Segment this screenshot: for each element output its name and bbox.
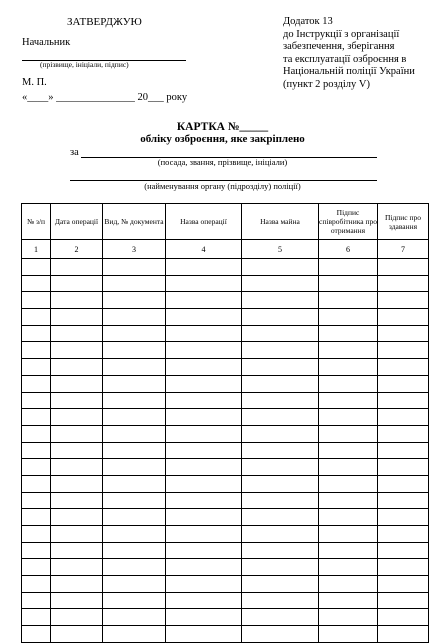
table-cell [22,409,51,426]
table-cell [51,626,103,643]
table-cell [319,292,378,309]
table-cell [103,392,166,409]
table-cell [22,526,51,543]
table-cell [103,576,166,593]
table-cell [242,626,319,643]
table-cell [242,475,319,492]
table-cell [319,559,378,576]
table-cell [22,459,51,476]
table-cell [166,459,242,476]
column-number: 4 [166,240,242,259]
column-number: 7 [378,240,429,259]
table-row [22,259,429,276]
table-cell [319,392,378,409]
table-cell [51,359,103,376]
table-cell [378,459,429,476]
table-cell [319,275,378,292]
table-cell [319,459,378,476]
table-cell [319,425,378,442]
table-cell [22,359,51,376]
table-cell [242,609,319,626]
table-cell [242,409,319,426]
table-cell [319,325,378,342]
table-cell [378,325,429,342]
header-cell: Назва операції [166,204,242,240]
table-cell [378,526,429,543]
table-cell [242,275,319,292]
table-cell [166,475,242,492]
table-cell [22,275,51,292]
table-cell [166,392,242,409]
table-row [22,459,429,476]
approval-date-line: «____» _______________ 20___ року [22,92,188,103]
table-cell [103,526,166,543]
appendix-line: забезпечення, зберігання [283,41,395,53]
table-cell [22,442,51,459]
table-cell [242,542,319,559]
table-row [22,392,429,409]
table-row [22,275,429,292]
column-number: 5 [242,240,319,259]
table-cell [242,509,319,526]
table-cell [103,292,166,309]
table-cell [51,559,103,576]
table-cell [378,359,429,376]
table-cell [242,325,319,342]
table-cell [103,275,166,292]
table-cell [22,509,51,526]
table-cell [51,475,103,492]
table-cell [319,542,378,559]
table-cell [319,259,378,276]
table-cell [103,359,166,376]
table-row [22,559,429,576]
appendix-line: та експлуатації озброєння в [283,53,407,65]
table-row [22,509,429,526]
table-cell [166,259,242,276]
table-cell [378,609,429,626]
column-number: 2 [51,240,103,259]
table-cell [242,259,319,276]
table-cell [166,526,242,543]
table-row [22,526,429,543]
table-cell [51,409,103,426]
table-cell [378,492,429,509]
table-cell [51,275,103,292]
table-cell [51,392,103,409]
table-cell [51,309,103,326]
appendix-line: до Інструкції з організації [283,28,400,40]
table-cell [242,492,319,509]
table-cell [166,509,242,526]
table-cell [51,459,103,476]
signature-caption: (прізвище, ініціали, підпис) [40,60,129,69]
table-cell [103,592,166,609]
table-cell [242,342,319,359]
table-row [22,492,429,509]
table-cell [103,459,166,476]
table-cell [166,442,242,459]
table-cell [103,342,166,359]
table-cell [378,309,429,326]
table-cell [166,409,242,426]
table-cell [319,576,378,593]
table-cell [166,576,242,593]
table-cell [319,342,378,359]
header-cell: Підпис про здавання [378,204,429,240]
table-cell [22,325,51,342]
table-cell [103,509,166,526]
table-cell [319,309,378,326]
table-cell [319,626,378,643]
table-cell [166,375,242,392]
table-cell [103,375,166,392]
table-row [22,359,429,376]
table-cell [242,576,319,593]
table-row [22,475,429,492]
table-cell [51,325,103,342]
table-cell [22,425,51,442]
table-cell [319,359,378,376]
table-cell [378,409,429,426]
table-row [22,309,429,326]
table-cell [22,259,51,276]
table-cell [51,342,103,359]
table-cell [319,442,378,459]
table-cell [22,592,51,609]
table-cell [51,442,103,459]
table-cell [51,576,103,593]
table-cell [51,259,103,276]
table-cell [22,309,51,326]
table-cell [103,492,166,509]
table-cell [242,459,319,476]
table-cell [22,292,51,309]
table-cell [166,626,242,643]
table-cell [103,542,166,559]
table-cell [103,475,166,492]
table-cell [319,526,378,543]
table-row [22,375,429,392]
table-row [22,425,429,442]
table-cell [166,559,242,576]
appendix-line: Національній поліції України [283,66,415,78]
table-cell [378,542,429,559]
table-cell [378,259,429,276]
table-cell [103,325,166,342]
table-cell [22,492,51,509]
table-cell [51,509,103,526]
table-cell [22,626,51,643]
table-cell [378,509,429,526]
header-cell: Вид, № документа [103,204,166,240]
table-cell [319,509,378,526]
table-cell [242,392,319,409]
table-cell [166,542,242,559]
table-cell [166,492,242,509]
table-cell [378,442,429,459]
table-cell [319,492,378,509]
table-cell [103,442,166,459]
table-cell [242,526,319,543]
table-cell [103,626,166,643]
table-cell [378,475,429,492]
column-number: 3 [103,240,166,259]
table-cell [103,409,166,426]
table-cell [378,592,429,609]
table-cell [22,576,51,593]
table-cell [166,292,242,309]
table-cell [378,292,429,309]
table-row [22,325,429,342]
table-cell [51,609,103,626]
table-cell [166,609,242,626]
table-cell [166,325,242,342]
table-cell [378,392,429,409]
card-subtitle: обліку озброєння, яке закріплено [140,133,305,145]
card-title: КАРТКА №_____ [176,121,269,133]
table-row [22,542,429,559]
table-cell [22,475,51,492]
table-cell [51,292,103,309]
table-cell [51,592,103,609]
appendix-block [283,16,443,92]
table-cell [166,359,242,376]
table-cell [51,375,103,392]
table-cell [378,559,429,576]
table-cell [319,475,378,492]
table-cell [51,425,103,442]
table-cell [242,292,319,309]
table-cell [378,275,429,292]
header-cell: Підпис співробітника про отримання [319,204,378,240]
header-cell: Дата операції [51,204,103,240]
table-cell [103,259,166,276]
table-row [22,292,429,309]
table-row [22,342,429,359]
table-cell [378,626,429,643]
table-cell [166,425,242,442]
table-cell [319,609,378,626]
table-cell [378,576,429,593]
table-cell [378,425,429,442]
header-cell: Назва майна [242,204,319,240]
table-cell [22,542,51,559]
table-cell [242,359,319,376]
table-row [22,409,429,426]
table-cell [51,526,103,543]
table-cell [166,309,242,326]
appendix-line: (пункт 2 розділу V) [283,78,370,90]
table-cell [166,342,242,359]
approve-label: ЗАТВЕРДЖУЮ [67,16,142,28]
unit-caption: (найменування органу (підрозділу) поліції) [144,181,301,191]
table-cell [22,392,51,409]
stamp-label: М. П. [22,77,47,88]
table-cell [242,375,319,392]
table-cell [103,425,166,442]
table-cell [166,592,242,609]
table-row [22,626,429,643]
column-number: 6 [319,240,378,259]
table-cell [319,375,378,392]
table-cell [51,492,103,509]
table-cell [242,559,319,576]
position-caption: (посада, звання, прізвище, ініціали) [157,157,288,167]
table-cell [378,342,429,359]
column-number-row [22,240,429,259]
table-cell [103,609,166,626]
table-cell [22,559,51,576]
weapons-ledger-table [21,203,429,643]
table-cell [22,342,51,359]
header-cell: № з/п [22,204,51,240]
column-number: 1 [22,240,51,259]
table-cell [103,309,166,326]
table-header-row [22,204,429,240]
table-cell [242,592,319,609]
table-row [22,609,429,626]
table-cell [103,559,166,576]
table-cell [242,425,319,442]
table-row [22,592,429,609]
table-cell [242,442,319,459]
table-cell [22,375,51,392]
table-cell [166,275,242,292]
table-row [22,576,429,593]
chief-label: Начальник [22,37,71,48]
appendix-line: Додаток 13 [283,16,333,27]
table-cell [22,609,51,626]
table-row [22,442,429,459]
table-cell [319,592,378,609]
table-cell [242,309,319,326]
table-cell [51,542,103,559]
za-label: за [70,147,79,158]
table-cell [378,375,429,392]
table-cell [319,409,378,426]
